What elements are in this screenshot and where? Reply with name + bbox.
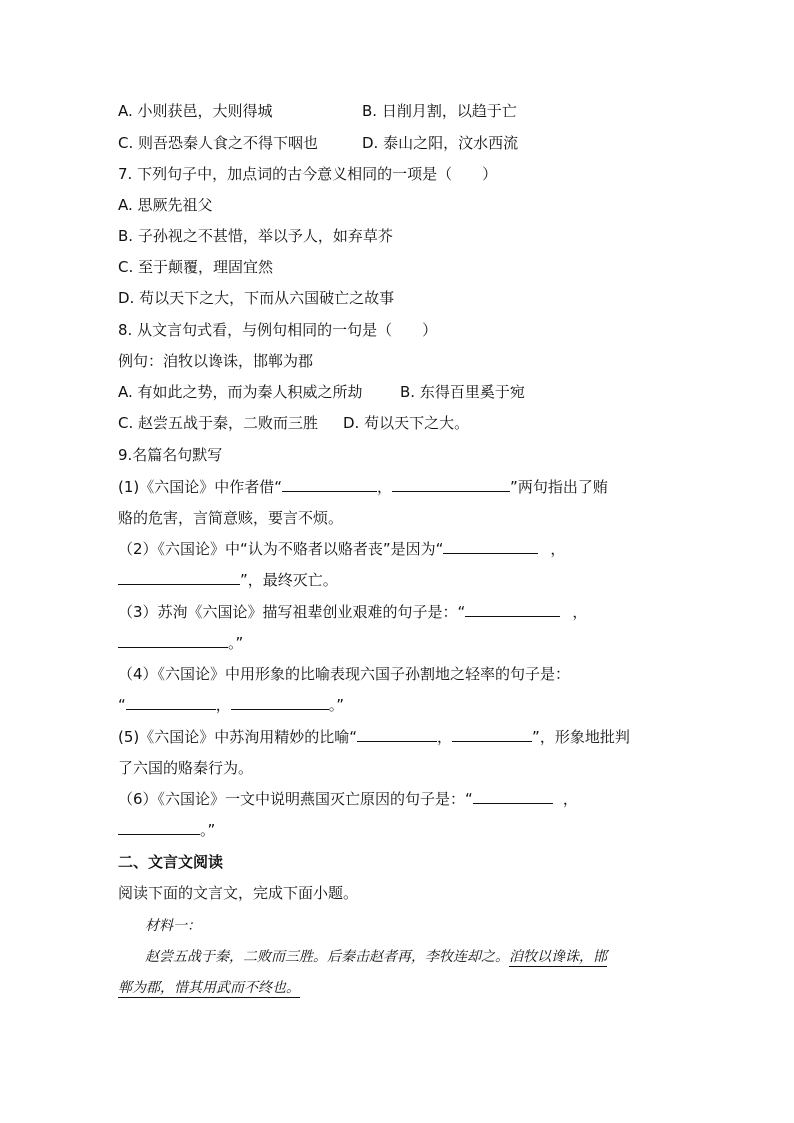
material-plain-text: 赵尝五战于秦，二败而三胜。后秦击赵者再，李牧连却之。 (145, 949, 509, 965)
q9-item-3-cont (118, 633, 243, 653)
q9-item-1-suffix: ”两句指出了贿 (510, 478, 608, 496)
q9-item-5-prefix: (5)《六国论》中苏洵用精妙的比喻“ (118, 728, 358, 746)
q7-option-d: D. 苟以天下之大，下而从六国破亡之故事 (118, 289, 395, 307)
q9-item-5-suffix: ”，形象地批判 (532, 728, 630, 746)
comma: ， (437, 728, 453, 746)
q6-option-b: B. 日削月割，以趋于亡 (362, 102, 517, 120)
answer-blank[interactable] (231, 695, 329, 710)
q9-item-5 (118, 727, 630, 747)
answer-blank[interactable] (473, 789, 553, 804)
q7-option-b: B. 子孙视之不甚惜，举以予人，如弃草芥 (118, 227, 393, 245)
q9-item-3-prefix: （3）苏洵《六国论》描写祖辈创业艰难的句子是：“ (118, 603, 466, 621)
answer-blank[interactable] (118, 633, 228, 648)
q7-option-c: C. 至于颠覆，理固宜然 (118, 258, 274, 276)
q8-option-d: D. 苟以天下之大。 (343, 414, 470, 432)
answer-blank[interactable] (118, 570, 240, 585)
q6-option-c: C. 则吾恐秦人食之不得下咽也 (118, 134, 319, 152)
q9-item-4: （4）《六国论》中用形象的比喻表现六国子孙割地之轻率的句子是： (118, 665, 571, 683)
q9-item-6-cont (118, 820, 215, 840)
comma: ， (215, 696, 231, 714)
q9-item-6-suffix: 。” (200, 821, 216, 839)
q9-item-4-cont (118, 695, 344, 715)
q8-example: 例句：洎牧以谗诛，邯郸为郡 (118, 352, 314, 370)
q9-item-4-suffix: 。” (328, 696, 345, 714)
q9-item-1-prefix: (1)《六国论》中作者借“ (118, 478, 283, 496)
answer-blank[interactable] (465, 602, 560, 617)
q9-item-6 (118, 789, 578, 809)
q7-stem: 7. 下列句子中，加点词的古今意义相同的一项是（ ） (118, 165, 498, 183)
q9-item-2-prefix: （2）《六国论》中“认为不赂者以赂者丧”是因为“ (118, 540, 444, 558)
answer-blank[interactable] (452, 727, 532, 742)
answer-blank[interactable] (282, 477, 377, 492)
q8-option-c: C. 赵尝五战于秦，二败而三胜 (118, 414, 319, 432)
q6-option-a: A. 小则获邑，大则得城 (118, 102, 273, 120)
q9-item-5-cont: 了六国的赂秦行为。 (118, 759, 254, 777)
material-paragraph-line2 (118, 978, 300, 998)
comma: ， (562, 790, 578, 808)
comma: ， (572, 603, 588, 621)
section-2-instruction: 阅读下面的文言文，完成下面小题。 (118, 884, 359, 902)
q8-option-b: B. 东得百里奚于宛 (400, 383, 525, 401)
material-underlined-text-cont: 郸为郡，惜其用武而不终也。 (118, 980, 300, 996)
answer-blank[interactable] (443, 539, 538, 554)
answer-blank[interactable] (392, 477, 510, 492)
answer-blank[interactable] (126, 695, 216, 710)
comma: ， (377, 478, 393, 496)
material-label: 材料一： (145, 918, 201, 934)
q9-item-2-cont (118, 570, 338, 590)
q8-option-a: A. 有如此之势，而为秦人积威之所劫 (118, 383, 363, 401)
section-2-title: 二、文言文阅读 (118, 853, 224, 871)
q9-item-3-suffix: 。” (228, 634, 244, 652)
material-paragraph-line1 (145, 947, 607, 967)
q8-stem: 8. 从文言句式看，与例句相同的一句是（ ） (118, 321, 438, 339)
q9-item-3 (118, 602, 587, 622)
answer-blank[interactable] (118, 820, 200, 835)
q7-option-a: A. 思厥先祖父 (118, 196, 213, 214)
q9-item-2 (118, 539, 565, 559)
comma: ， (550, 540, 566, 558)
answer-blank[interactable] (357, 727, 437, 742)
open-quote: “ (118, 696, 126, 714)
material-underlined-text: 洎牧以谗诛，邯 (509, 949, 607, 965)
q9-item-1 (118, 477, 608, 497)
q9-item-1-cont: 赂的危害，言简意赅，要言不烦。 (118, 509, 344, 527)
q9-title: 9.名篇名句默写 (118, 446, 223, 464)
q6-option-d: D. 泰山之阳，汶水西流 (362, 134, 519, 152)
q9-item-6-prefix: （6）《六国论》一文中说明燕国灭亡原因的句子是：“ (118, 790, 473, 808)
q9-item-2-suffix: ”，最终灭亡。 (240, 571, 338, 589)
